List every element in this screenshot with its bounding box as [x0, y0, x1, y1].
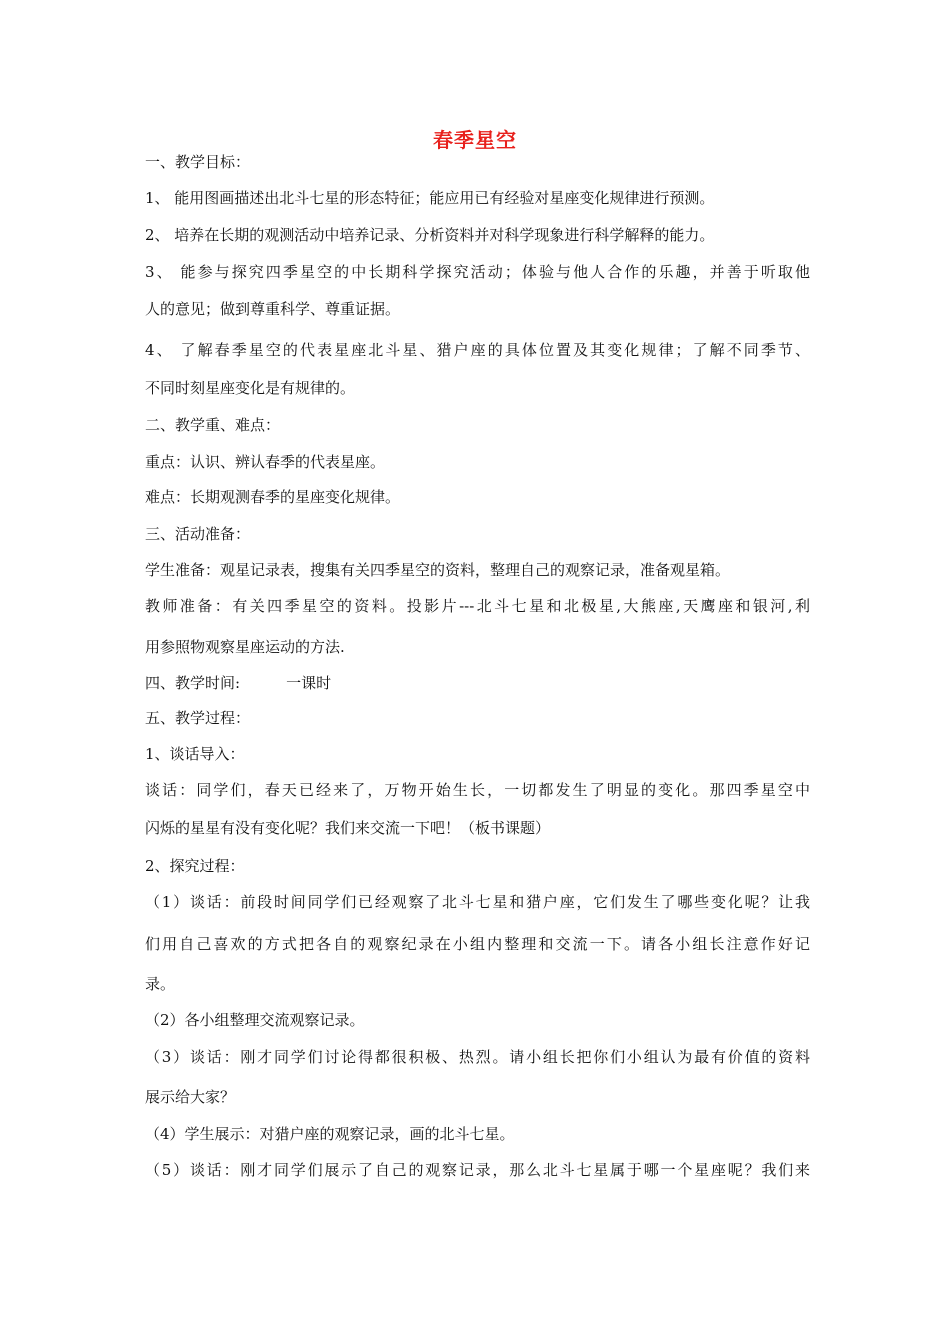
- document-title: 春季星空: [433, 128, 517, 152]
- section-heading-process: 五、教学过程：: [145, 709, 251, 727]
- section-heading-key-points: 二、教学重、难点：: [145, 416, 281, 434]
- objective-3-line-2: 人的意见；做到尊重科学、尊重证据。: [145, 300, 401, 318]
- process-3-line-2: 展示给大家？: [145, 1088, 236, 1106]
- teacher-preparation-line-2: 用参照物观察星座运动的方法.: [145, 638, 345, 656]
- step-1-heading: 1、谈话导入：: [145, 745, 245, 763]
- difficult-point: 难点：长期观测春季的星座变化规律。: [145, 488, 401, 506]
- process-5-line-1: （5）谈话：刚才同学们展示了自己的观察记录，那么北斗七星属于哪一个星座呢？我们来: [145, 1161, 810, 1179]
- process-1-line-1: （1）谈话：前段时间同学们已经观察了北斗七星和猎户座，它们发生了哪些变化呢？让我: [145, 893, 810, 911]
- teacher-preparation-line-1: 教师准备：有关四季星空的资料。投影片---北斗七星和北极星,大熊座,天鹰座和银河,利: [145, 597, 810, 615]
- process-1-line-2: 们用自己喜欢的方式把各自的观察纪录在小组内整理和交流一下。请各小组长注意作好记: [145, 935, 810, 953]
- process-3-line-1: （3）谈话：刚才同学们讨论得都很积极、热烈。请小组长把你们小组认为最有价值的资料: [145, 1048, 810, 1066]
- objective-2: 2、 培养在长期的观测活动中培养记录、分析资料并对科学现象进行科学解释的能力。: [145, 226, 715, 244]
- key-point: 重点：认识、辨认春季的代表星座。: [145, 453, 386, 471]
- teaching-time: [145, 673, 810, 693]
- intro-talk-line-2: 闪烁的星星有没有变化呢？我们来交流一下吧！（板书课题）: [145, 819, 551, 837]
- process-1-line-3: 录。: [145, 975, 176, 993]
- objective-1: 1、 能用图画描述出北斗七星的形态特征；能应用已有经验对星座变化规律进行预测。: [145, 189, 715, 207]
- teaching-time-value: 一课时: [286, 674, 332, 692]
- step-2-heading: 2、探究过程：: [145, 857, 245, 875]
- process-2: （2）各小组整理交流观察记录。: [145, 1011, 365, 1029]
- teaching-time-label: 四、教学时间:: [145, 674, 241, 692]
- section-heading-objectives: 一、教学目标：: [145, 153, 251, 171]
- objective-4-line-1: 4、 了解春季星空的代表星座北斗星、猎户座的具体位置及其变化规律；了解不同季节、: [145, 341, 810, 359]
- objective-3-line-1: 3、 能参与探究四季星空的中长期科学探究活动；体验与他人合作的乐趣，并善于听取他: [145, 263, 810, 281]
- intro-talk-line-1: 谈话：同学们，春天已经来了，万物开始生长，一切都发生了明显的变化。那四季星空中: [145, 781, 810, 799]
- section-heading-preparation: 三、活动准备：: [145, 525, 251, 543]
- student-preparation: 学生准备：观星记录表，搜集有关四季星空的资料，整理自己的观察记录，准备观星箱。: [145, 561, 731, 579]
- process-4: （4）学生展示：对猎户座的观察记录，画的北斗七星。: [145, 1125, 515, 1143]
- objective-4-line-2: 不同时刻星座变化是有规律的。: [145, 379, 356, 397]
